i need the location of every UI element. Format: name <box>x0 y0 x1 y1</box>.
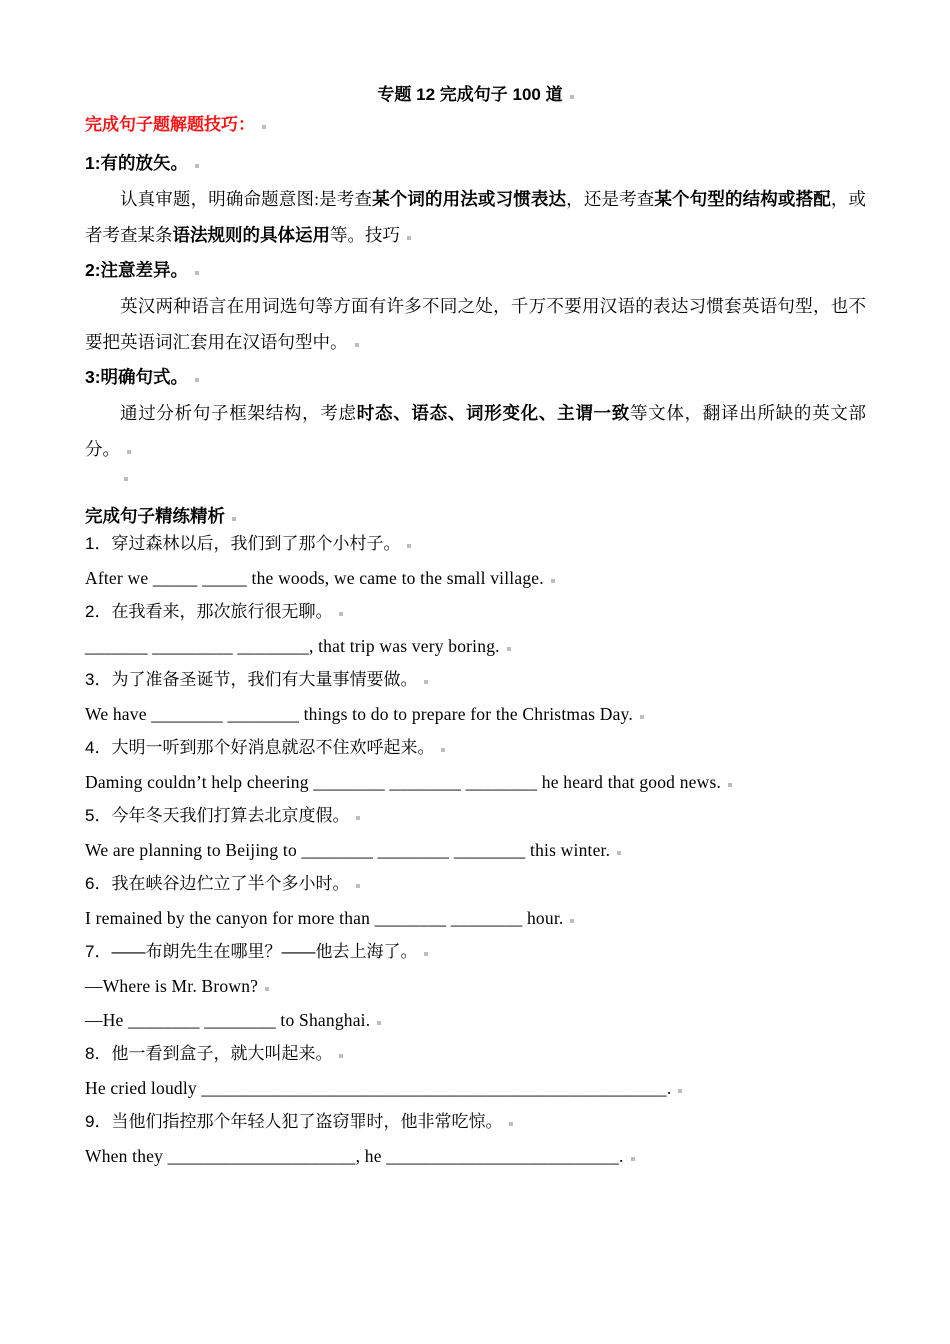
fill-blank-sentence: He cried loudly ____________________________________________________. <box>85 1078 672 1098</box>
fill-blank-sentence: _______ _________ ________, that trip was very boring. <box>85 636 500 656</box>
fill-blank-sentence: —He ________ ________ to Shanghai. <box>85 1010 371 1030</box>
paragraph-mark <box>640 715 644 719</box>
paragraph-mark <box>265 987 269 991</box>
question-3-chinese <box>85 669 866 691</box>
page-title <box>85 84 866 106</box>
paragraph-mark <box>631 1157 635 1161</box>
question-6-english <box>85 907 866 929</box>
question-5-chinese <box>85 805 866 827</box>
paragraph-mark <box>570 95 574 99</box>
question-9-english <box>85 1145 866 1167</box>
paragraph-mark <box>728 783 732 787</box>
paragraph-mark <box>262 125 266 129</box>
question-9-chinese <box>85 1111 866 1133</box>
section-heading <box>85 505 866 527</box>
paragraph-mark <box>195 378 199 382</box>
question-6-chinese <box>85 873 866 895</box>
question-text: 1．穿过森林以后，我们到了那个小村子。 <box>85 534 401 553</box>
paragraph-mark <box>339 1054 343 1058</box>
fill-blank-sentence: Daming couldn’t help cheering ________ ________ ________ he heard that good news. <box>85 772 722 792</box>
question-7-english-line-1 <box>85 975 866 997</box>
paragraph-mark <box>339 612 343 616</box>
question-text: 5．今年冬天我们打算去北京度假。 <box>85 806 350 825</box>
fill-blank-sentence: We are planning to Beijing to ________ ________ ________ this winter. <box>85 840 611 860</box>
question-1-chinese <box>85 533 866 555</box>
bold-text-segment: 语法规则的具体运用 <box>172 225 330 245</box>
question-text: 2．在我看来，那次旅行很无聊。 <box>85 602 333 621</box>
empty-paragraph <box>117 467 866 489</box>
text-segment: ，或者考查某条 <box>85 189 867 245</box>
fill-blank-sentence: After we _____ _____ the woods, we came to the small village. <box>85 568 544 588</box>
question-8 <box>85 1043 866 1099</box>
text-segment: 英汉两种语言在用词选句等方面有许多不同之处，千万不要用汉语的表达习惯套英语句型，也不要把英语词汇套用在汉语句型中。 <box>85 296 866 352</box>
question-1-english <box>85 567 866 589</box>
text-segment: 等文体，翻译出所缺的英文部分。 <box>85 403 867 459</box>
paragraph-mark <box>507 647 511 651</box>
question-5 <box>85 805 866 861</box>
question-3 <box>85 669 866 725</box>
paragraph-mark <box>127 450 131 454</box>
question-7 <box>85 941 866 1031</box>
paragraph-mark <box>232 517 236 521</box>
paragraph-mark <box>509 1122 513 1126</box>
bold-text-segment: 某个词的用法或习惯表达 <box>372 189 567 209</box>
question-2 <box>85 601 866 657</box>
paragraph-mark <box>407 544 411 548</box>
question-text: 6．我在峡谷边伫立了半个多小时。 <box>85 874 350 893</box>
question-text: 4．大明一听到那个好消息就忍不住欢呼起来。 <box>85 738 435 757</box>
question-9 <box>85 1111 866 1167</box>
paragraph-mark <box>570 919 574 923</box>
paragraph-mark <box>424 952 428 956</box>
tip-2-heading <box>85 259 866 281</box>
question-7-chinese <box>85 941 866 963</box>
question-8-chinese <box>85 1043 866 1065</box>
paragraph-mark <box>355 343 359 347</box>
tip-3-heading-text: 3:明确句式。 <box>85 367 189 387</box>
paragraph-mark <box>551 579 555 583</box>
question-2-chinese <box>85 601 866 623</box>
question-8-english <box>85 1077 866 1099</box>
fill-blank-sentence: I remained by the canyon for more than ________ ________ hour. <box>85 908 564 928</box>
tip-3-heading <box>85 366 866 388</box>
paragraph-mark <box>407 236 411 240</box>
paragraph-mark <box>195 271 199 275</box>
tips-heading <box>85 114 866 136</box>
dialog-line: —Where is Mr. Brown? <box>85 976 259 996</box>
question-7-english-line-2 <box>85 1009 866 1031</box>
question-text: 7．——布朗先生在哪里？——他去上海了。 <box>85 942 418 961</box>
bold-text-segment: 某个句型的结构或搭配 <box>654 189 831 209</box>
tips-heading-text: 完成句子题解题技巧： <box>85 115 255 134</box>
section-heading-text: 完成句子精练精析 <box>85 506 225 526</box>
paragraph-mark <box>195 164 199 168</box>
paragraph-mark <box>377 1021 381 1025</box>
question-4-chinese <box>85 737 866 759</box>
bold-text-segment: 时态、语态、词形变化、主谓一致 <box>356 403 630 423</box>
paragraph-mark <box>424 680 428 684</box>
tip-2-paragraph <box>85 288 866 360</box>
question-4 <box>85 737 866 793</box>
question-list <box>85 533 866 1167</box>
question-2-english <box>85 635 866 657</box>
question-text: 8．他一看到盒子，就大叫起来。 <box>85 1044 333 1063</box>
question-5-english <box>85 839 866 861</box>
question-6 <box>85 873 866 929</box>
text-segment: 认真审题，明确命题意图:是考查 <box>120 189 373 209</box>
paragraph-mark <box>124 477 128 481</box>
question-text: 9．当他们指控那个年轻人犯了盗窃罪时，他非常吃惊。 <box>85 1112 503 1131</box>
fill-blank-sentence: When they _____________________, he __________________________. <box>85 1146 624 1166</box>
paragraph-mark <box>356 884 360 888</box>
question-4-english <box>85 771 866 793</box>
tip-1-paragraph <box>85 181 866 253</box>
tip-3-paragraph <box>85 395 866 467</box>
text-segment: ，还是考查 <box>566 189 655 209</box>
paragraph-mark <box>441 748 445 752</box>
fill-blank-sentence: We have ________ ________ things to do to prepare for the Christmas Day. <box>85 704 633 724</box>
text-segment: 等。技巧 <box>330 225 400 245</box>
tip-1-heading <box>85 152 866 174</box>
paragraph-mark <box>678 1089 682 1093</box>
question-3-english <box>85 703 866 725</box>
tip-1-heading-text: 1:有的放矢。 <box>85 153 189 173</box>
paragraph-mark <box>356 816 360 820</box>
tip-2-heading-text: 2:注意差异。 <box>85 260 189 280</box>
paragraph-mark <box>617 851 621 855</box>
question-1 <box>85 533 866 589</box>
question-text: 3．为了准备圣诞节，我们有大量事情要做。 <box>85 670 418 689</box>
page-title-text: 专题 12 完成句子 100 道 <box>377 85 563 104</box>
text-segment: 通过分析句子框架结构，考虑 <box>120 403 357 423</box>
